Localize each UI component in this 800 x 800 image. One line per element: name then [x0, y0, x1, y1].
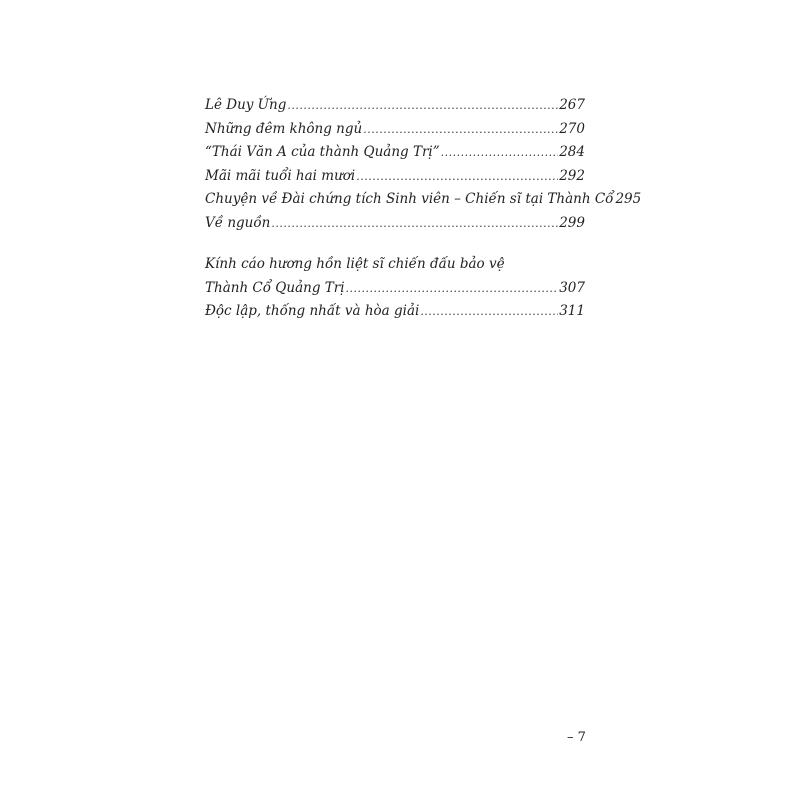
toc-entry-title: Mãi mãi tuổi hai mươi — [205, 167, 356, 184]
toc-entry — [205, 165, 585, 189]
toc-group-1 — [205, 94, 642, 235]
toc-entry-title-line1: Kính cáo hương hồn liệt sĩ chiến đấu bảo vệ — [205, 256, 505, 272]
dot-leader — [363, 118, 558, 142]
dot-leader — [271, 212, 558, 236]
toc-entry-page: 292 — [559, 167, 585, 184]
dot-leader — [441, 141, 559, 165]
table-of-contents — [205, 94, 642, 324]
toc-entry — [205, 212, 585, 236]
toc-entry-page: 299 — [559, 214, 585, 231]
dot-leader — [420, 300, 558, 324]
toc-entry-title: Về nguồn — [205, 214, 271, 231]
toc-entry-title: Lê Duy Ứng — [205, 97, 287, 113]
toc-entry — [205, 188, 642, 212]
dot-leader — [346, 277, 559, 301]
dot-leader — [287, 94, 558, 118]
toc-entry — [205, 141, 585, 165]
toc-entry-title: Chuyện về Đài chứng tích Sinh viên – Chiến sĩ tại Thành Cổ — [205, 191, 614, 207]
toc-entry-title: Những đêm không ngủ — [205, 120, 363, 137]
toc-entry-page: 295 — [615, 191, 642, 207]
dot-leader — [356, 165, 558, 189]
toc-entry-page: 311 — [559, 303, 585, 319]
toc-entry-page: 284 — [559, 144, 585, 160]
toc-entry-page: 267 — [559, 97, 585, 113]
toc-entry-title-line2: Thành Cổ Quảng Trị — [205, 279, 345, 296]
toc-entry — [205, 300, 585, 324]
toc-entry-title: “Thái Văn A của thành Quảng Trị” — [205, 144, 440, 160]
toc-entry — [205, 94, 585, 118]
page-number: – 7 — [567, 730, 586, 745]
toc-group-2 — [205, 253, 585, 324]
toc-entry-page: 270 — [559, 120, 585, 137]
toc-entry-page: 307 — [559, 279, 585, 296]
toc-entry — [205, 253, 585, 300]
toc-entry — [205, 118, 585, 142]
toc-entry-title: Độc lập, thống nhất và hòa giải — [205, 303, 420, 319]
